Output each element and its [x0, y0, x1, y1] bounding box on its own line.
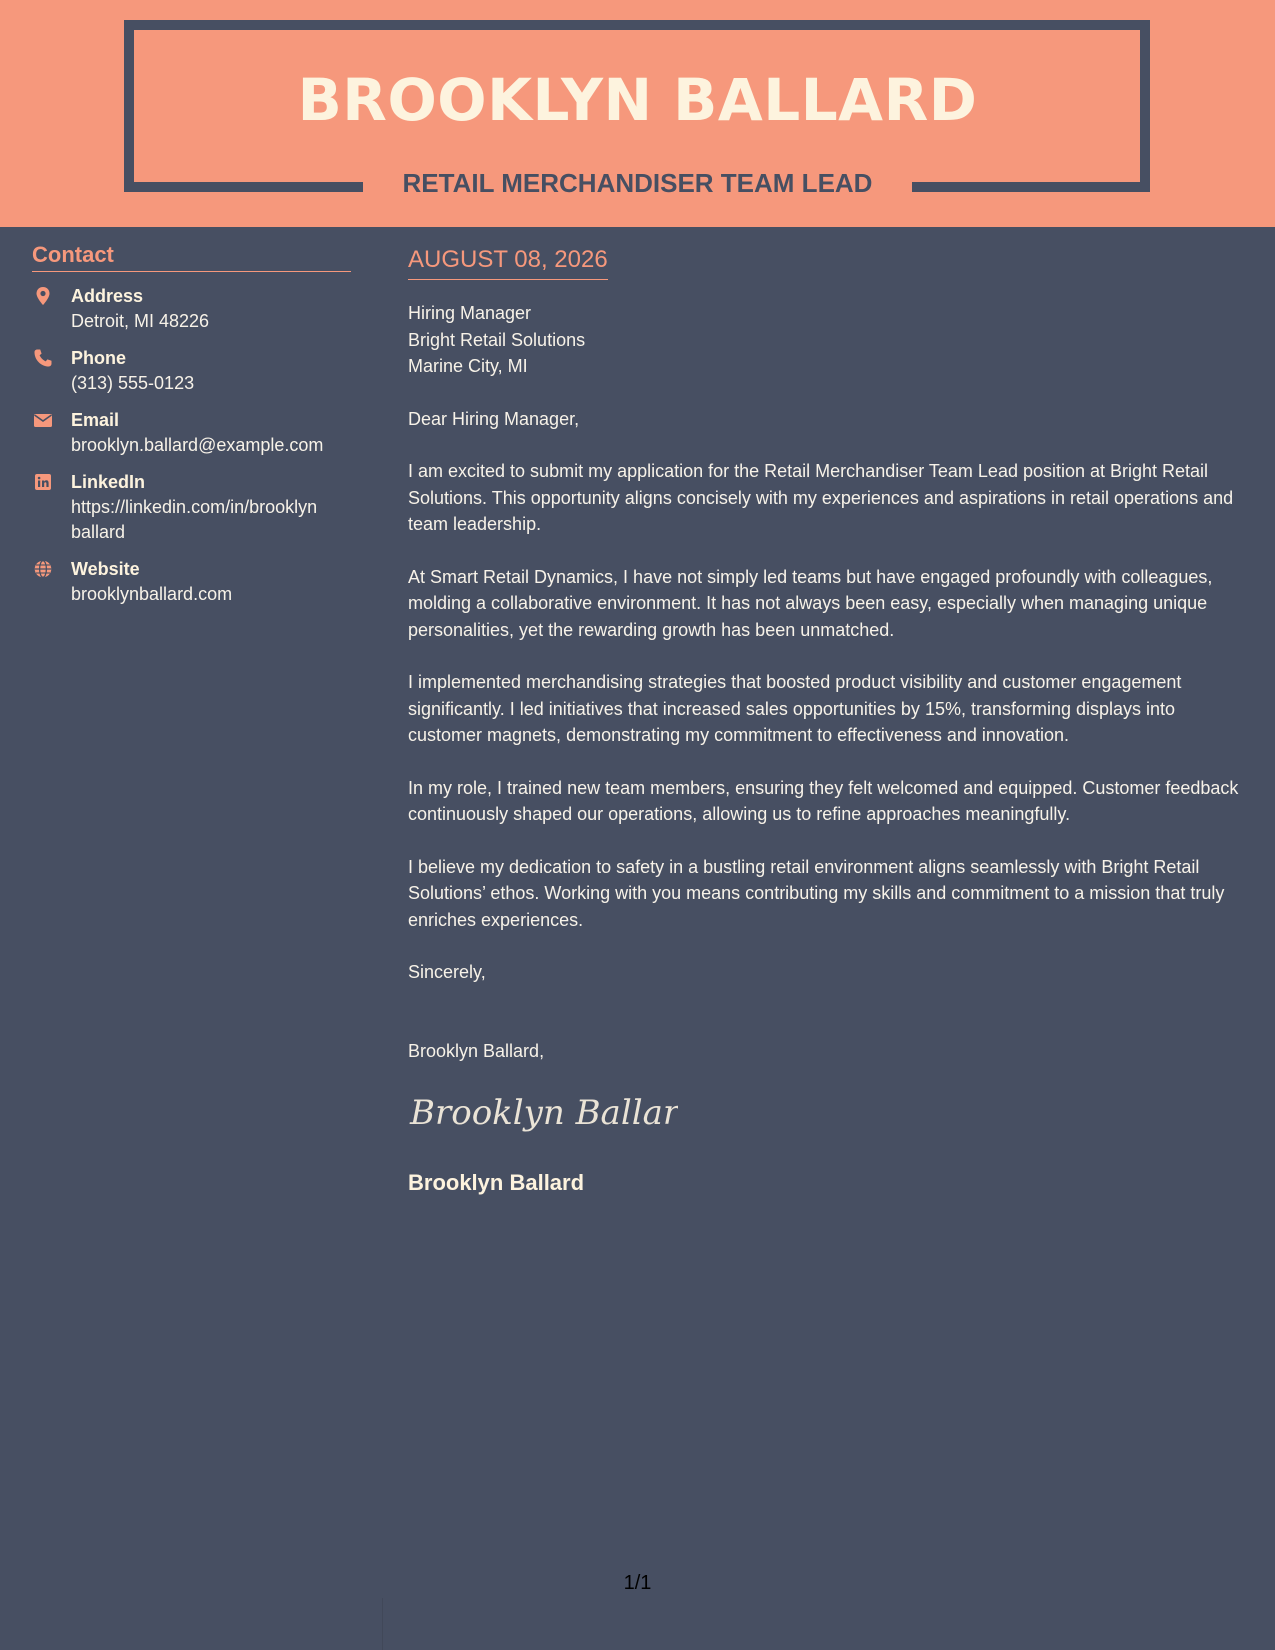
contact-value-email: brooklyn.ballard@example.com — [71, 435, 324, 455]
sign-off-name: Brooklyn Ballard, — [408, 1040, 545, 1061]
recipient-location: Marine City, MI — [408, 356, 528, 376]
page-number: 1/1 — [623, 1572, 652, 1594]
footer-divider — [382, 1598, 383, 1650]
header-banner — [0, 0, 1275, 227]
handwritten-signature — [408, 1082, 678, 1142]
contact-value-phone: (313) 555-0123 — [71, 373, 195, 393]
contact-item-linkedin — [32, 470, 351, 545]
contact-item-email — [32, 408, 351, 458]
globe-icon — [33, 559, 53, 579]
body-paragraph: I am excited to submit my application for the Retail Merchandiser Team Lead position at Bright Retail Solutions. This opportunity aligns concisely with my experiences and aspirations in retail operations and team leadership. — [408, 461, 1234, 534]
contact-sidebar — [32, 240, 351, 619]
job-title: RETAIL MERCHANDISER TEAM LEAD — [402, 168, 873, 198]
letter-body — [408, 244, 1254, 1198]
printed-name: Brooklyn Ballard — [408, 1169, 585, 1195]
letter-date: AUGUST 08, 2026 — [408, 244, 608, 280]
body-paragraph: I implemented merchandising strategies that boosted product visibility and customer engagement significantly. I led initiatives that increased sales opportunities by 15%, transforming displays into customer magnets, demonstrating my commitment to effectiveness and innovation. — [408, 672, 1182, 745]
contact-value-website[interactable]: brooklynballard.com — [71, 584, 233, 604]
contact-label-address: Address — [71, 286, 144, 306]
contact-value-linkedin[interactable]: https://linkedin.com/in/brooklyn ballard — [71, 497, 318, 542]
contact-item-website — [32, 557, 351, 607]
contact-list — [32, 284, 351, 607]
body-paragraph: In my role, I trained new team members, ensuring they felt welcomed and equipped. Customer feedback continuously shaped our operations, allowing us to refine approaches meaningfully. — [408, 777, 1239, 824]
signature-text: Brooklyn Ballard — [410, 1093, 678, 1133]
linkedin-icon — [33, 472, 53, 492]
body-paragraph: I believe my dedication to safety in a bustling retail environment aligns seamlessly with Bright Retail Solutions’ ethos. Working with you means contributing my skills and commitment to a mission that truly enriches experiences. — [408, 856, 1225, 930]
envelope-icon — [33, 410, 53, 430]
contact-value-address: Detroit, MI 48226 — [71, 311, 210, 331]
recipient-block — [408, 300, 1254, 380]
contact-heading: Contact — [32, 240, 351, 272]
map-pin-icon — [33, 286, 53, 306]
body-paragraph: At Smart Retail Dynamics, I have not simply led teams but have engaged profoundly with colleagues, molding a collaborative environment. It has not always been easy, especially when managing unique personalities, yet the rewarding growth has been unmatched. — [408, 566, 1213, 640]
salutation: Dear Hiring Manager, — [408, 408, 580, 429]
header-frame-top — [124, 20, 1150, 30]
contact-label-phone: Phone — [71, 348, 127, 368]
contact-label-website: Website — [71, 559, 140, 579]
closing-line: Sincerely, — [408, 962, 486, 982]
contact-item-address — [32, 284, 351, 334]
phone-icon — [33, 348, 53, 368]
contact-item-phone — [32, 346, 351, 396]
recipient-name: Hiring Manager — [408, 303, 532, 323]
contact-label-linkedin: LinkedIn — [71, 472, 146, 492]
contact-label-email: Email — [71, 410, 120, 430]
recipient-company: Bright Retail Solutions — [408, 329, 586, 350]
applicant-name: BROOKLYN BALLARD — [297, 66, 978, 134]
